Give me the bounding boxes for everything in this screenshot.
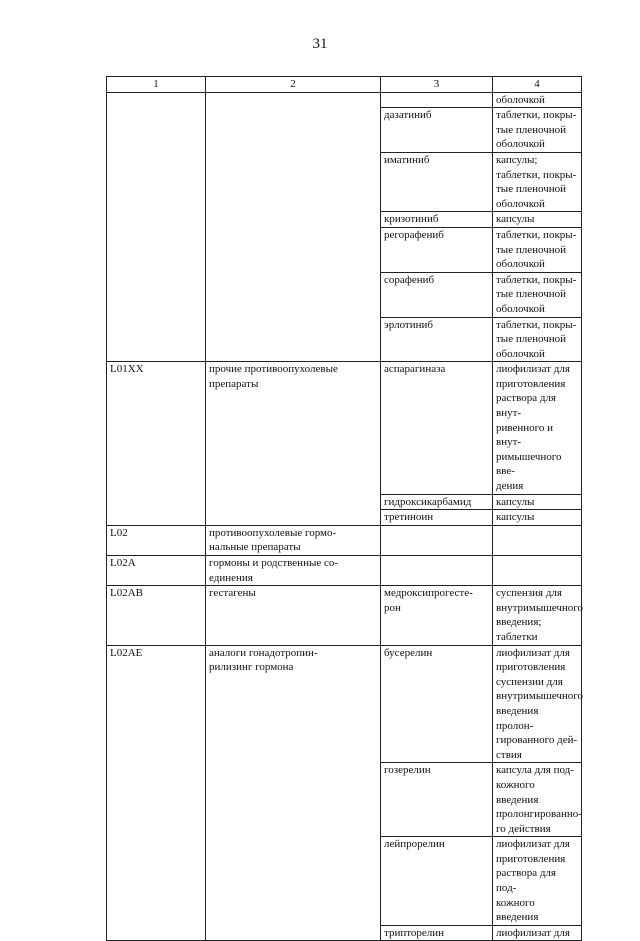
table-row [107, 92, 582, 108]
dosage-form-cell: лиофилизат для приготовления суспензии для внутримышечного введения пролон- гированного дей- ствия [493, 645, 582, 763]
drug-name-cell [381, 92, 493, 108]
column-header-2: 2 [206, 77, 381, 93]
drug-name-cell: гидроксикарбамид [381, 494, 493, 510]
table-row [107, 645, 582, 763]
dosage-form-cell: капсулы; таблетки, покры- тые пленочной оболочкой [493, 152, 582, 211]
page-number: 31 [312, 36, 328, 52]
dosage-form-cell [493, 556, 582, 586]
table-row [107, 362, 582, 494]
dosage-form-cell: лиофилизат для приготовления раствора для внут- ривенного и внут- римышечного вве- дения [493, 362, 582, 494]
atc-group-cell: прочие противоопухолевые препараты [206, 362, 381, 526]
dosage-form-cell: капсулы [493, 494, 582, 510]
table-row [107, 525, 582, 555]
atc-group-cell: противоопухолевые гормо- нальные препараты [206, 525, 381, 555]
atc-code-cell: L01XX [107, 362, 206, 526]
dosage-form-cell: капсулы [493, 212, 582, 228]
atc-group-cell: гормоны и родственные со- единения [206, 556, 381, 586]
column-header-1: 1 [107, 77, 206, 93]
dosage-form-cell: таблетки, покры- тые пленочной оболочкой [493, 108, 582, 153]
drug-name-cell: лейпрорелин [381, 837, 493, 926]
column-header-4: 4 [493, 77, 582, 93]
atc-code-cell: L02 [107, 525, 206, 555]
dosage-form-cell [493, 525, 582, 555]
dosage-form-cell: оболочкой [493, 92, 582, 108]
table-body [107, 92, 582, 941]
dosage-form-cell: лиофилизат для [493, 925, 582, 941]
drug-name-cell [381, 556, 493, 586]
atc-code-cell [107, 92, 206, 362]
dosage-form-cell: таблетки, покры- тые пленочной оболочкой [493, 227, 582, 272]
dosage-form-cell: таблетки, покры- тые пленочной оболочкой [493, 272, 582, 317]
dosage-form-cell: капсулы [493, 510, 582, 526]
table-row [107, 586, 582, 645]
drug-name-cell: кризотиниб [381, 212, 493, 228]
drug-name-cell: сорафениб [381, 272, 493, 317]
drug-name-cell: аспарагиназа [381, 362, 493, 494]
dosage-form-cell: суспензия для внутримышечного введения; таблетки [493, 586, 582, 645]
drug-name-cell: иматиниб [381, 152, 493, 211]
atc-group-cell [206, 92, 381, 362]
drug-name-cell: медроксипрогесте- рон [381, 586, 493, 645]
atc-group-cell: гестагены [206, 586, 381, 645]
drug-name-cell: регорафениб [381, 227, 493, 272]
drug-name-cell: трипторелин [381, 925, 493, 941]
atc-code-cell: L02A [107, 556, 206, 586]
dosage-form-cell: капсула для под- кожного введения пролонгированно- го действия [493, 763, 582, 837]
column-header-3: 3 [381, 77, 493, 93]
atc-code-cell: L02AE [107, 645, 206, 941]
drug-table [106, 76, 582, 941]
table-row [107, 556, 582, 586]
dosage-form-cell: таблетки, покры- тые пленочной оболочкой [493, 317, 582, 362]
atc-code-cell: L02AB [107, 586, 206, 645]
table-header-row [107, 77, 582, 93]
atc-group-cell: аналоги гонадотропин- рилизинг гормона [206, 645, 381, 941]
drug-name-cell: эрлотиниб [381, 317, 493, 362]
drug-name-cell: гозерелин [381, 763, 493, 837]
drug-name-cell: третиноин [381, 510, 493, 526]
dosage-form-cell: лиофилизат для приготовления раствора для под- кожного введения [493, 837, 582, 926]
drug-name-cell [381, 525, 493, 555]
drug-name-cell: дазатиниб [381, 108, 493, 153]
drug-name-cell: бусерелин [381, 645, 493, 763]
